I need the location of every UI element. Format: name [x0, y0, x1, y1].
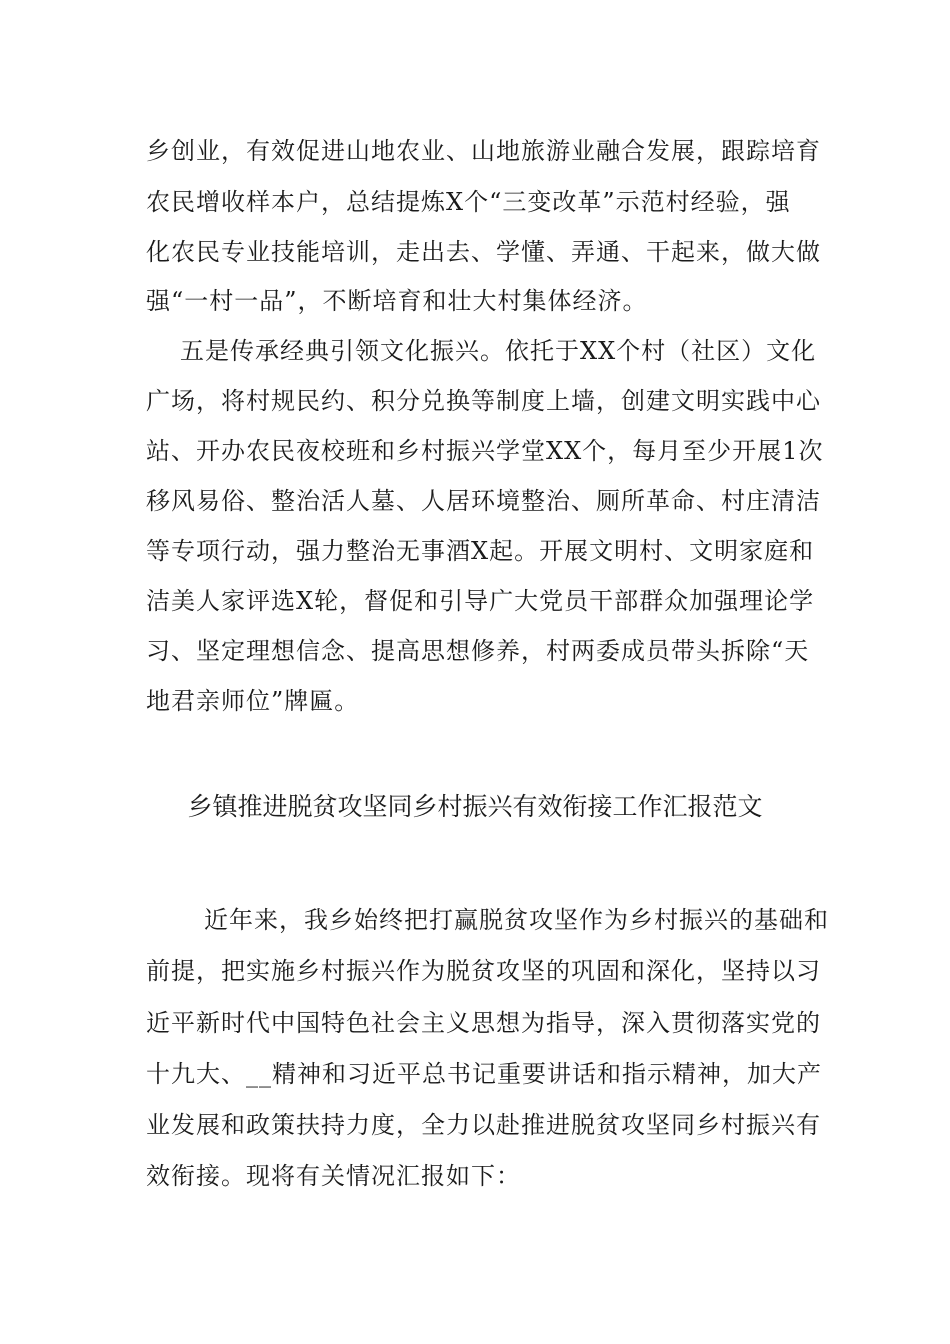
text-line: 站、开办农民夜校班和乡村振兴学堂XX个，每月至少开展1次 [146, 437, 824, 465]
text-line: 广场，将村规民约、积分兑换等制度上墙，创建文明实践中心 [146, 387, 821, 415]
text-line: 习、坚定理想信念、提高思想修养，村两委成员带头拆除“天 [146, 637, 810, 665]
text-line: 前提，把实施乡村振兴作为脱贫攻坚的巩固和深化，坚持以习 [146, 957, 821, 985]
document-title: 乡镇推进脱贫攻坚同乡村振兴有效衔接工作汇报范文 [187, 792, 763, 821]
text-line: 近年来，我乡始终把打赢脱贫攻坚作为乡村振兴的基础和 [204, 906, 829, 934]
text-line: 洁美人家评选X轮，督促和引导广大党员干部群众加强理论学 [146, 587, 815, 615]
text-line: 移风易俗、整治活人墓、人居环境整治、厕所革命、村庄清洁 [146, 487, 821, 515]
text-line: 化农民专业技能培训，走出去、学懂、弄通、干起来，做大做 [146, 238, 821, 266]
text-line: 五是传承经典引领文化振兴。依托于XX个村（社区）文化 [180, 337, 817, 365]
text-line: 农民增收样本户，总结提炼X个“三变改革”示范村经验，强 [146, 188, 791, 216]
text-line: 十九大、__精神和习近平总书记重要讲话和指示精神，加大产 [146, 1060, 822, 1088]
text-line: 乡创业，有效促进山地农业、山地旅游业融合发展，跟踪培育 [146, 137, 821, 165]
text-line: 近平新时代中国特色社会主义思想为指导，深入贯彻落实党的 [146, 1009, 821, 1037]
text-line: 等专项行动，强力整治无事酒X起。开展文明村、文明家庭和 [146, 537, 815, 565]
text-line: 效衔接。现将有关情况汇报如下： [146, 1162, 521, 1190]
text-line: 强“一村一品”，不断培育和壮大村集体经济。 [146, 287, 648, 315]
text-line: 业发展和政策扶持力度，全力以赴推进脱贫攻坚同乡村振兴有 [146, 1111, 821, 1139]
text-line: 地君亲师位”牌匾。 [146, 687, 360, 715]
